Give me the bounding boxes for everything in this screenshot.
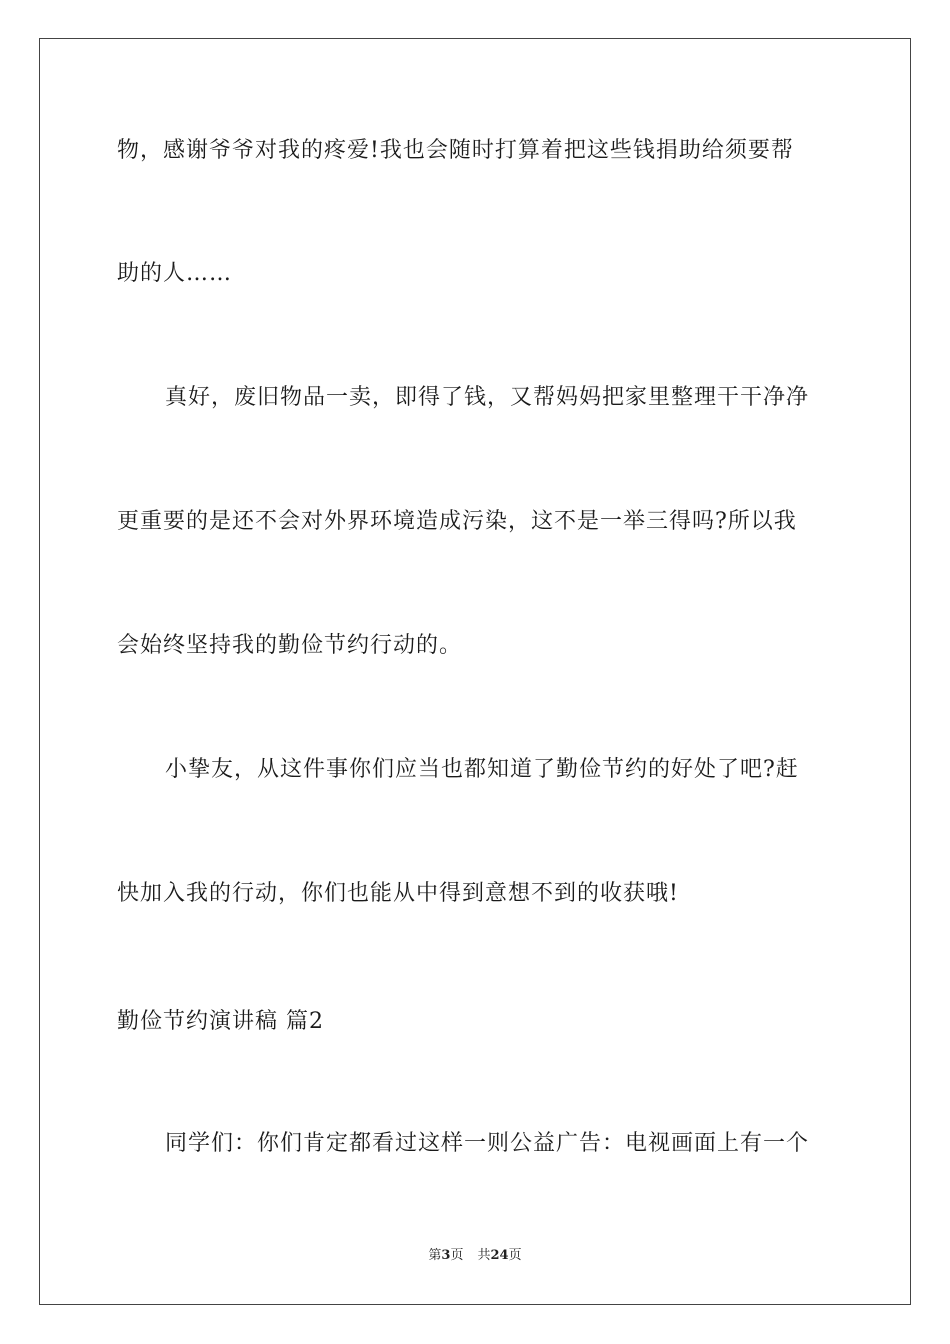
text-line-2: 助的人…… (117, 261, 233, 286)
text-line-9: 同学们：你们肯定都看过这样一则公益广告：电视画面上有一个 (165, 1131, 810, 1156)
footer-page-suffix: 页 (450, 1248, 464, 1263)
footer-total-suffix: 页 (508, 1248, 522, 1263)
footer-page-number: 3 (441, 1248, 451, 1263)
footer-total-pages: 24 (490, 1248, 509, 1263)
text-line-4: 更重要的是还不会对外界环境造成污染，这不是一举三得吗?所以我 (117, 509, 797, 534)
text-line-3: 真好，废旧物品一卖，即得了钱，又帮妈妈把家里整理干干净净 (165, 385, 810, 410)
text-line-5: 会始终坚持我的勤俭节约行动的。 (117, 633, 463, 658)
section-heading: 勤俭节约演讲稿 篇2 (117, 1009, 324, 1034)
footer-total-prefix: 共 (477, 1248, 491, 1263)
text-line-7: 快加入我的行动，你们也能从中得到意想不到的收获哦! (117, 881, 679, 906)
text-line-6: 小挚友，从这件事你们应当也都知道了勤俭节约的好处了吧?赶 (165, 757, 799, 782)
text-line-1: 物，感谢爷爷对我的疼爱!我也会随时打算着把这些钱捐助给须要帮 (117, 138, 794, 163)
page-footer (0, 1247, 950, 1265)
page-border (39, 38, 911, 1305)
footer-page-prefix: 第 (428, 1248, 442, 1263)
